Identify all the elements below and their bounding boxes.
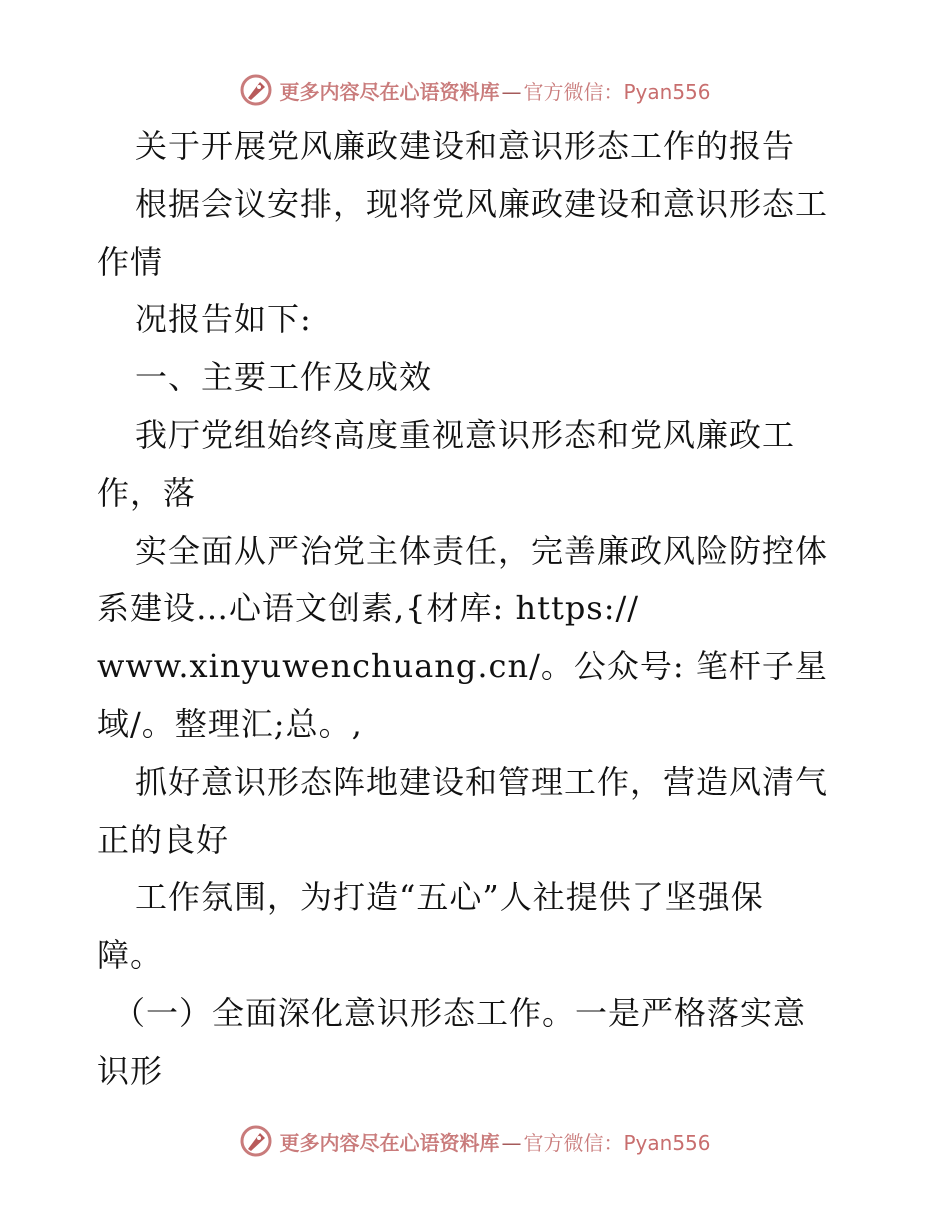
paragraph-line: 我厅党组始终高度重视意识形态和党风廉政工 — [135, 415, 796, 454]
paragraph-line: 障。 — [97, 936, 164, 975]
paragraph-line: 况报告如下: — [135, 300, 312, 339]
paragraph-line: 域/。整理汇;总。, — [97, 704, 363, 743]
subsection-heading: （一）全面深化意识形态工作。一是严格落实意 — [113, 993, 807, 1032]
paragraph-line: 抓好意识形态阵地建设和管理工作，营造风清气 — [135, 762, 829, 801]
pen-nib-logo-icon — [239, 73, 273, 107]
header-watermark — [0, 70, 950, 110]
footer-watermark — [0, 1121, 950, 1161]
paragraph-line: 系建设…心语文创素,{材库: https:// — [97, 589, 640, 628]
paragraph-line: 工作氛围，为打造“五心”人社提供了坚强保 — [135, 878, 764, 917]
watermark-text: 更多内容尽在心语资料库 — 官方微信：Pyan556 — [279, 1130, 711, 1155]
watermark-text: 更多内容尽在心语资料库 — 官方微信：Pyan556 — [279, 79, 711, 104]
paragraph-line: 作情 — [97, 242, 164, 281]
section-heading: 一、主要工作及成效 — [135, 358, 433, 397]
document-body — [97, 118, 887, 1101]
paragraph-line: 正的良好 — [97, 820, 230, 859]
paragraph-line: www.xinyuwenchuang.cn/。公众号: 笔杆子星 — [97, 647, 828, 686]
document-title: 关于开展党风廉政建设和意识形态工作的报告 — [135, 127, 796, 165]
paragraph-line: 作，落 — [97, 473, 197, 512]
paragraph-line: 识形 — [97, 1051, 164, 1090]
pen-nib-logo-icon — [239, 1124, 273, 1158]
paragraph-line: 实全面从严治党主体责任，完善廉政风险防控体 — [135, 531, 829, 570]
paragraph-line: 根据会议安排，现将党风廉政建设和意识形态工 — [135, 184, 829, 223]
